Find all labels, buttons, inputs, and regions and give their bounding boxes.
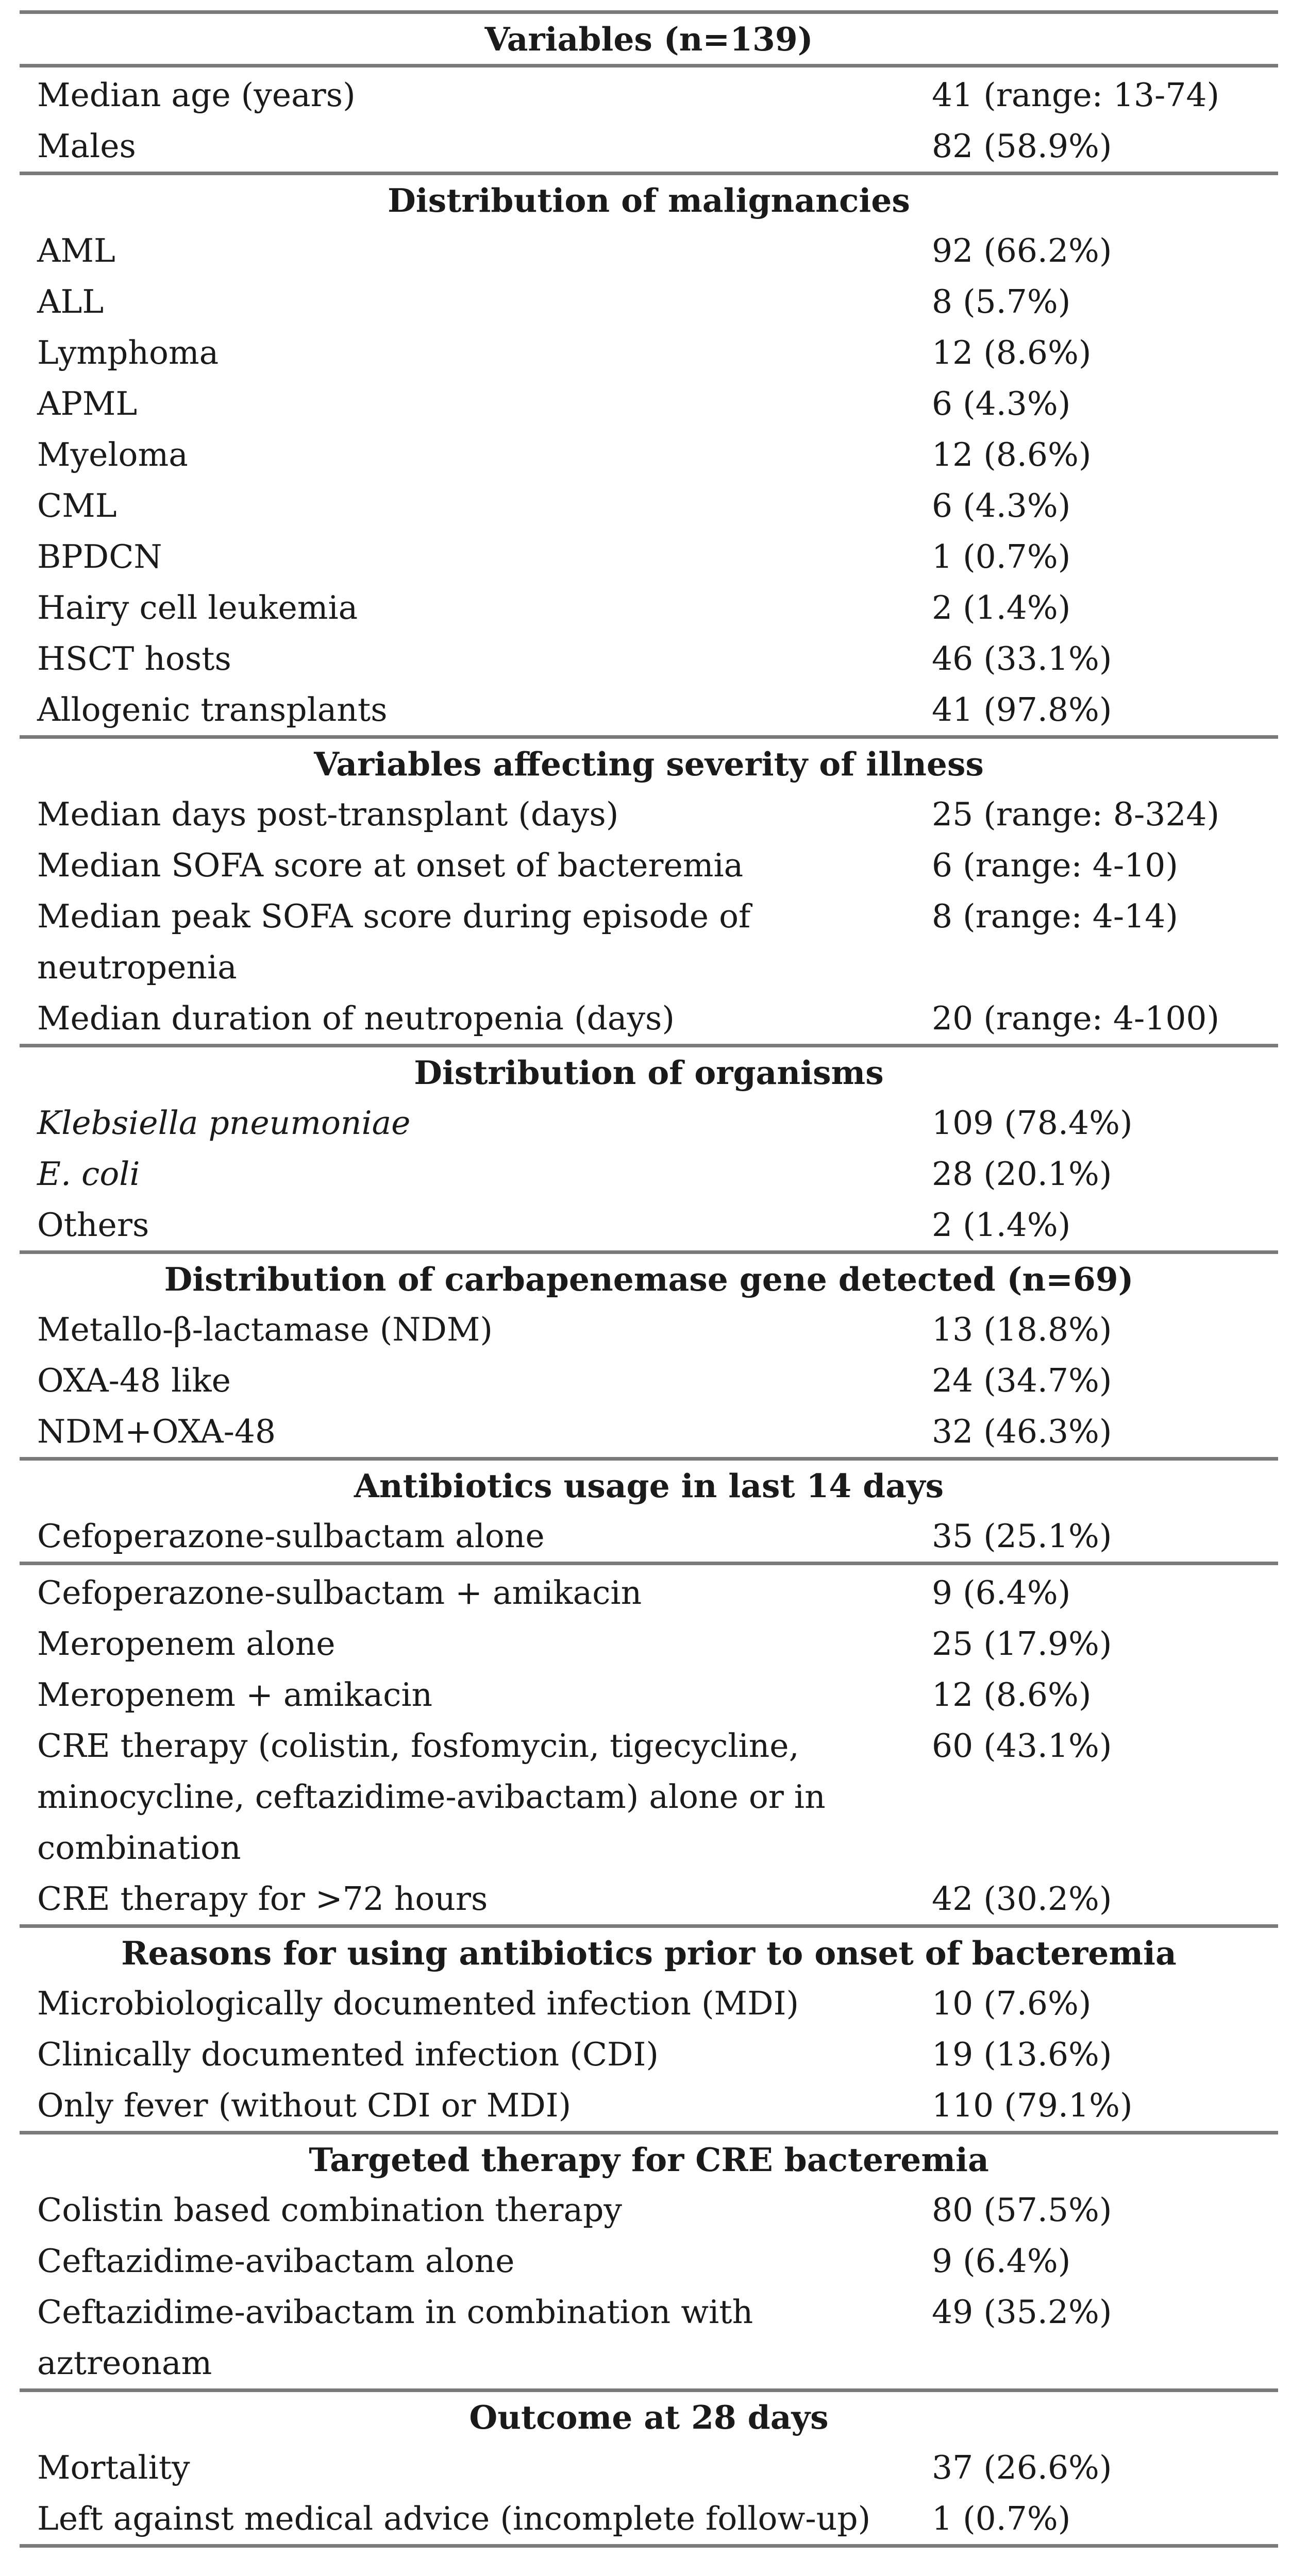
row-value: 42 (30.2%) — [932, 1880, 1112, 1918]
row-value: 49 (35.2%) — [932, 2293, 1112, 2331]
table-row — [20, 1097, 1278, 1148]
row-value: 1 (0.7%) — [932, 2500, 1071, 2537]
row-label: Colistin based combination therapy — [37, 2191, 623, 2229]
table-row — [20, 2184, 1278, 2235]
row-label: BPDCN — [37, 538, 162, 575]
row-label: CML — [37, 487, 117, 524]
table-row — [20, 582, 1278, 633]
table-section — [20, 1047, 1278, 1254]
table-row — [20, 276, 1278, 327]
row-value: 25 (range: 8-324) — [932, 795, 1220, 833]
row-label: Mortality — [37, 2449, 190, 2486]
table-row — [20, 2442, 1278, 2493]
row-value: 8 (5.7%) — [932, 283, 1071, 320]
row-label: Meropenem alone — [37, 1625, 336, 1663]
row-value: 80 (57.5%) — [932, 2191, 1112, 2229]
table-section — [20, 1461, 1278, 1565]
section-heading: Distribution of malignancies — [388, 181, 910, 219]
table-row — [20, 1511, 1278, 1562]
row-label: CRE therapy for >72 hours — [37, 1880, 488, 1918]
row-value: 9 (6.4%) — [932, 2242, 1071, 2280]
row-value: 110 (79.1%) — [932, 2087, 1133, 2124]
row-value: 10 (7.6%) — [932, 1985, 1092, 2022]
row-value: 32 (46.3%) — [932, 1413, 1112, 1450]
row-label: Microbiologically documented infection (MDI) — [37, 1985, 799, 2022]
row-label: Clinically documented infection (CDI) — [37, 2036, 659, 2073]
section-heading: Targeted therapy for CRE bacteremia — [309, 2140, 989, 2179]
table-section — [20, 67, 1278, 175]
table-row — [20, 1618, 1278, 1669]
row-value: 41 (97.8%) — [932, 691, 1112, 728]
row-label: AML — [37, 232, 115, 269]
table-section — [20, 1928, 1278, 2134]
table-section — [20, 2134, 1278, 2392]
table-row — [20, 70, 1278, 121]
row-label: Lymphoma — [37, 334, 219, 371]
table-row — [20, 2286, 1278, 2388]
row-value: 13 (18.8%) — [932, 1311, 1112, 1348]
section-heading: Antibiotics usage in last 14 days — [354, 1466, 944, 1505]
section-heading: Distribution of carbapenemase gene detected (n=69) — [164, 1260, 1134, 1298]
row-value: 6 (4.3%) — [932, 487, 1071, 524]
table-row — [20, 2080, 1278, 2131]
row-label: Median SOFA score at onset of bacteremia — [37, 846, 744, 884]
row-value: 41 (range: 13-74) — [932, 76, 1220, 114]
row-label: NDM+OXA-48 — [37, 1413, 276, 1450]
row-label: Males — [37, 127, 136, 165]
table-rule — [20, 735, 1278, 739]
row-label: Ceftazidime-avibactam alone — [37, 2242, 515, 2280]
section-heading: Variables affecting severity of illness — [314, 744, 984, 783]
table-rule — [20, 2131, 1278, 2134]
row-value: 19 (13.6%) — [932, 2036, 1112, 2073]
row-value: 6 (range: 4-10) — [932, 846, 1178, 884]
table-row — [20, 633, 1278, 684]
row-label: Cefoperazone-sulbactam + amikacin — [37, 1574, 642, 1612]
row-value: 1 (0.7%) — [932, 538, 1071, 575]
table-row — [20, 480, 1278, 531]
table-row — [20, 531, 1278, 582]
table-body — [20, 67, 1278, 2548]
row-value: 9 (6.4%) — [932, 1574, 1071, 1612]
table-rule — [20, 1250, 1278, 1254]
row-label: Median age (years) — [37, 76, 356, 114]
section-heading: Outcome at 28 days — [469, 2398, 829, 2436]
row-label: Others — [37, 1206, 149, 1244]
table-rule — [20, 10, 1278, 14]
row-label: Ceftazidime-avibactam in combination with aztreonam — [37, 2293, 753, 2382]
row-value: 92 (66.2%) — [932, 232, 1112, 269]
row-label: Median peak SOFA score during episode of neutropenia — [37, 897, 751, 986]
table-row — [20, 1199, 1278, 1250]
characteristics-table — [20, 0, 1278, 2548]
table-row — [20, 1406, 1278, 1457]
table-rule — [20, 1044, 1278, 1047]
row-label: Hairy cell leukemia — [37, 589, 358, 626]
section-heading: Distribution of organisms — [414, 1053, 884, 1092]
table-row — [20, 327, 1278, 378]
table-section — [20, 1565, 1278, 1928]
row-value: 37 (26.6%) — [932, 2449, 1112, 2486]
row-label: Metallo-β-lactamase (NDM) — [37, 1311, 493, 1348]
table-row — [20, 891, 1278, 993]
row-label: Meropenem + amikacin — [37, 1676, 433, 1714]
table-row — [20, 1355, 1278, 1406]
table-row — [20, 121, 1278, 172]
table-row — [20, 429, 1278, 480]
row-label: Median duration of neutropenia (days) — [37, 999, 675, 1037]
table-section — [20, 739, 1278, 1047]
table-row — [20, 1567, 1278, 1618]
table-row — [20, 1304, 1278, 1355]
row-label: Allogenic transplants — [37, 691, 388, 728]
row-value: 12 (8.6%) — [932, 436, 1092, 473]
table-rule — [20, 2544, 1278, 2548]
row-label: E. coli — [37, 1155, 140, 1193]
section-heading: Reasons for using antibiotics prior to onset of bacteremia — [121, 1934, 1177, 1972]
table-row — [20, 684, 1278, 735]
row-value: 24 (34.7%) — [932, 1362, 1112, 1399]
table-row — [20, 1669, 1278, 1720]
table-rule — [20, 64, 1278, 67]
row-label: Left against medical advice (incomplete follow-up) — [37, 2500, 871, 2537]
row-value: 82 (58.9%) — [932, 127, 1112, 165]
table-row — [20, 1720, 1278, 1873]
row-value: 28 (20.1%) — [932, 1155, 1112, 1193]
row-value: 25 (17.9%) — [932, 1625, 1112, 1663]
row-label: Only fever (without CDI or MDI) — [37, 2087, 572, 2124]
table-row — [20, 840, 1278, 891]
row-value: 12 (8.6%) — [932, 334, 1092, 371]
row-label: OXA-48 like — [37, 1362, 231, 1399]
table-row — [20, 225, 1278, 276]
table-rule — [20, 1562, 1278, 1565]
table-row — [20, 1978, 1278, 2029]
table-row — [20, 378, 1278, 429]
row-value: 60 (43.1%) — [932, 1727, 1112, 1765]
table-row — [20, 789, 1278, 840]
table-row — [20, 2493, 1278, 2544]
row-label: Klebsiella pneumoniae — [37, 1104, 411, 1142]
row-value: 8 (range: 4-14) — [932, 897, 1178, 935]
table-rule — [20, 1457, 1278, 1461]
row-label: Myeloma — [37, 436, 188, 473]
table-row — [20, 1148, 1278, 1199]
row-label: Cefoperazone-sulbactam alone — [37, 1517, 545, 1555]
row-value: 46 (33.1%) — [932, 640, 1112, 677]
row-value: 6 (4.3%) — [932, 385, 1071, 422]
row-label: HSCT hosts — [37, 640, 231, 677]
table-rule — [20, 2388, 1278, 2392]
table-header: Variables (n=139) — [484, 20, 813, 58]
row-value: 2 (1.4%) — [932, 589, 1071, 626]
table-rule — [20, 1924, 1278, 1928]
table-section — [20, 175, 1278, 739]
row-value: 35 (25.1%) — [932, 1517, 1112, 1555]
table-row — [20, 2235, 1278, 2286]
row-value: 109 (78.4%) — [932, 1104, 1133, 1142]
row-value: 12 (8.6%) — [932, 1676, 1092, 1714]
row-value: 20 (range: 4-100) — [932, 999, 1220, 1037]
table-section — [20, 2392, 1278, 2548]
row-label: CRE therapy (colistin, fosfomycin, tigecycline, minocycline, ceftazidime-avibactam) alone or in combination — [37, 1727, 826, 1867]
row-label: ALL — [37, 283, 104, 320]
row-value: 2 (1.4%) — [932, 1206, 1071, 1244]
table-section — [20, 1254, 1278, 1461]
table-row — [20, 1873, 1278, 1924]
table-row — [20, 993, 1278, 1044]
table-rule — [20, 172, 1278, 175]
table-row — [20, 2029, 1278, 2080]
row-label: APML — [37, 385, 138, 422]
row-label: Median days post-transplant (days) — [37, 795, 619, 833]
